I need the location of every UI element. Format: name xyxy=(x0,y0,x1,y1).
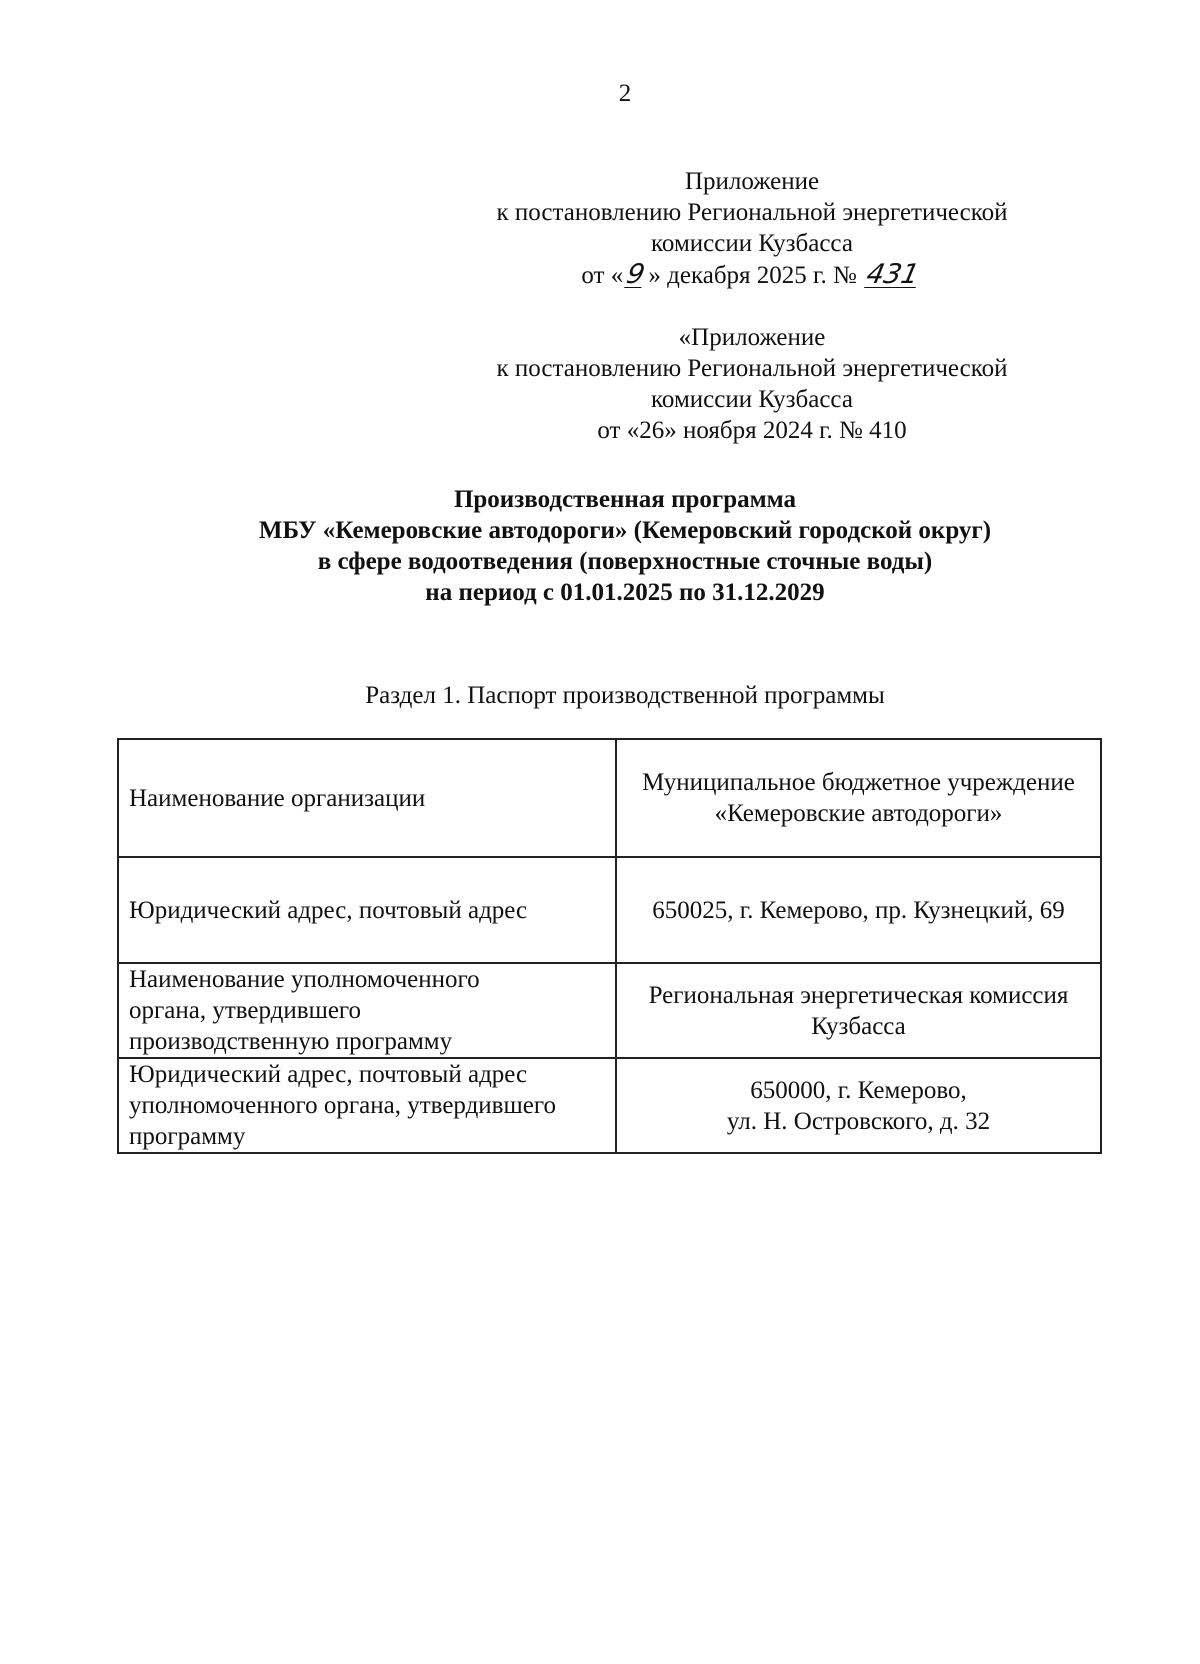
row-label: Наименование организации xyxy=(118,739,616,857)
handwritten-day: 9 xyxy=(623,259,648,290)
row-value: Региональная энергетическая комиссия Кузбасса xyxy=(616,963,1101,1058)
appendix-commission-line: комиссии Кузбасса xyxy=(651,230,853,257)
appendix-resolution-line: к постановлению Региональной энергетической xyxy=(496,355,1008,382)
row-value: 650025, г. Кемерово, пр. Кузнецкий, 69 xyxy=(616,857,1101,963)
program-title-line: МБУ «Кемеровские автодороги» (Кемеровский городской округ) xyxy=(258,517,992,544)
program-title-line: на период с 01.01.2025 по 31.12.2029 xyxy=(425,579,825,606)
appendix-label: Приложение xyxy=(684,168,820,195)
date-prefix: от « xyxy=(581,262,624,289)
row-value: 650000, г. Кемерово, ул. Н. Островского, д. 32 xyxy=(616,1058,1101,1153)
appendix-label: «Приложение xyxy=(678,324,826,351)
appendix-date-line: от «26» ноября 2024 г. № 410 xyxy=(597,417,907,444)
table-row xyxy=(118,857,1101,963)
appendix-header-previous xyxy=(472,322,1032,446)
appendix-date-line xyxy=(472,259,1032,291)
program-title xyxy=(150,484,1100,608)
row-label: Юридический адрес, почтовый адрес xyxy=(118,857,616,963)
handwritten-number: 431 xyxy=(863,259,922,290)
appendix-header-current xyxy=(472,166,1032,291)
date-middle: » декабря 2025 г. № xyxy=(648,262,857,289)
table-row xyxy=(118,963,1101,1058)
row-label: Наименование уполномоченного органа, утвердившего производственную программу xyxy=(118,963,616,1058)
program-title-line: Производственная программа xyxy=(453,486,797,513)
section-title: Раздел 1. Паспорт производственной программы xyxy=(365,682,885,709)
page-number: 2 xyxy=(618,80,632,107)
appendix-resolution-line: к постановлению Региональной энергетической xyxy=(496,199,1008,226)
row-value: Муниципальное бюджетное учреждение «Кемеровские автодороги» xyxy=(616,739,1101,857)
appendix-commission-line: комиссии Кузбасса xyxy=(651,386,853,413)
program-title-line: в сфере водоотведения (поверхностные сточные воды) xyxy=(317,548,933,575)
table-row xyxy=(118,1058,1101,1153)
passport-table xyxy=(117,738,1102,1154)
row-label: Юридический адрес, почтовый адрес уполномоченного органа, утвердившего программу xyxy=(118,1058,616,1153)
table-row xyxy=(118,739,1101,857)
